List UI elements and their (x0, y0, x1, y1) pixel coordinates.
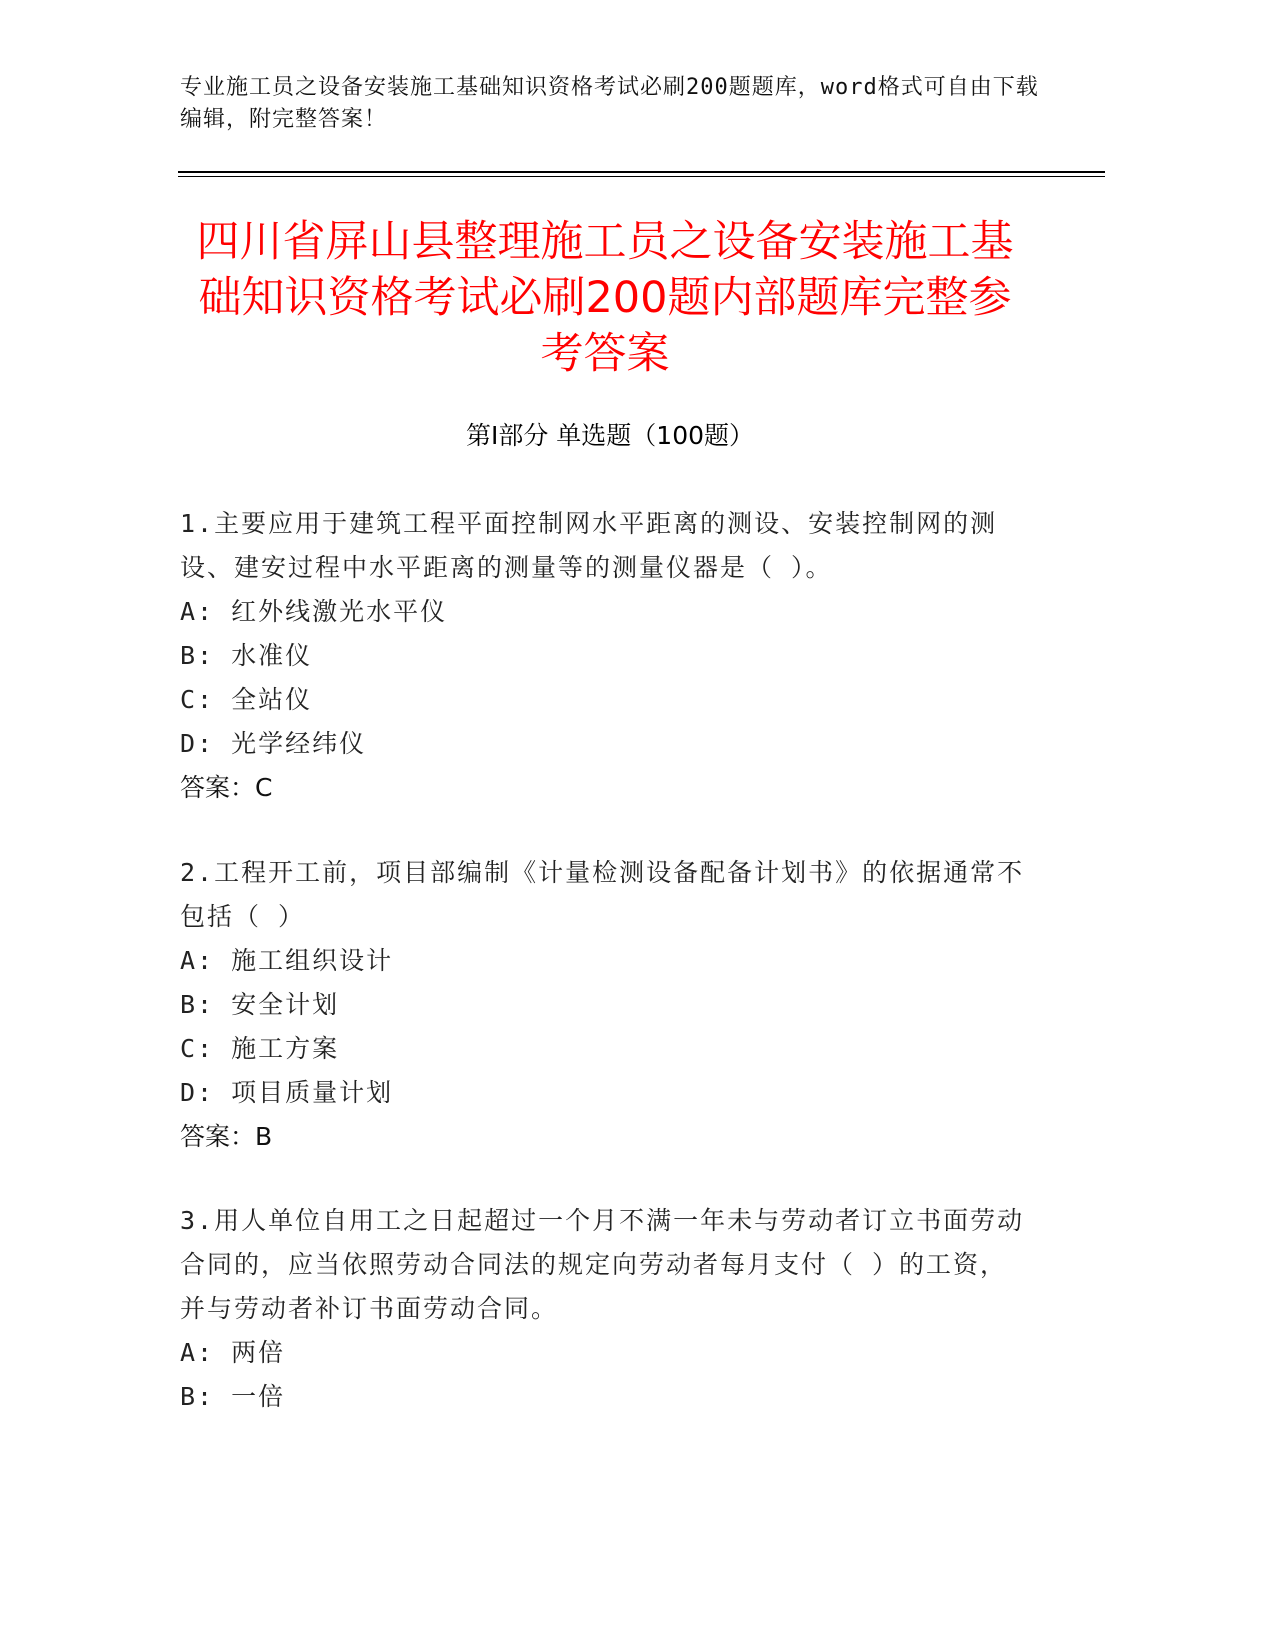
question-text: 3.用人单位自用工之日起超过一个月不满一年未与劳动者订立书面劳动合同的，应当依照劳动合同法的规定向劳动者每月支付（ ）的工资，并与劳动者补订书面劳动合同。 (180, 1206, 1025, 1323)
question-text: 1.主要应用于建筑工程平面控制网水平距离的测设、安装控制网的测设、建安过程中水平距离的测量等的测量仪器是（ ）。 (180, 509, 998, 582)
header-note: 专业施工员之设备安装施工基础知识资格考试必刷200题题库，word格式可自由下载编辑，附完整答案！ (180, 75, 1039, 132)
option-d: D: 光学经纬仪 (180, 729, 367, 758)
section-heading: 第Ⅰ部分 单选题（100题） (465, 421, 755, 450)
option-b: B: 安全计划 (180, 990, 340, 1019)
option-a: A: 红外线激光水平仪 (180, 597, 448, 626)
header-divider-thin (178, 176, 1105, 177)
answer: 答案：B (180, 1122, 273, 1151)
question-2 (180, 851, 1030, 1159)
option-a: A: 施工组织设计 (180, 946, 394, 975)
option-d: D: 项目质量计划 (180, 1078, 394, 1107)
option-c: C: 施工方案 (180, 1034, 340, 1063)
answer: 答案：C (180, 773, 273, 802)
option-c: C: 全站仪 (180, 685, 313, 714)
question-1 (180, 502, 1030, 810)
question-text: 2.工程开工前，项目部编制《计量检测设备配备计划书》的依据通常不包括（ ） (180, 858, 1025, 931)
option-b: B: 一倍 (180, 1382, 286, 1411)
option-b: B: 水准仪 (180, 641, 313, 670)
header-divider-thick (178, 171, 1105, 173)
question-3 (180, 1199, 1030, 1419)
option-a: A: 两倍 (180, 1338, 286, 1367)
document-title: 四川省屏山县整理施工员之设备安装施工基础知识资格考试必刷200题内部题库完整参考答案 (196, 217, 1014, 379)
